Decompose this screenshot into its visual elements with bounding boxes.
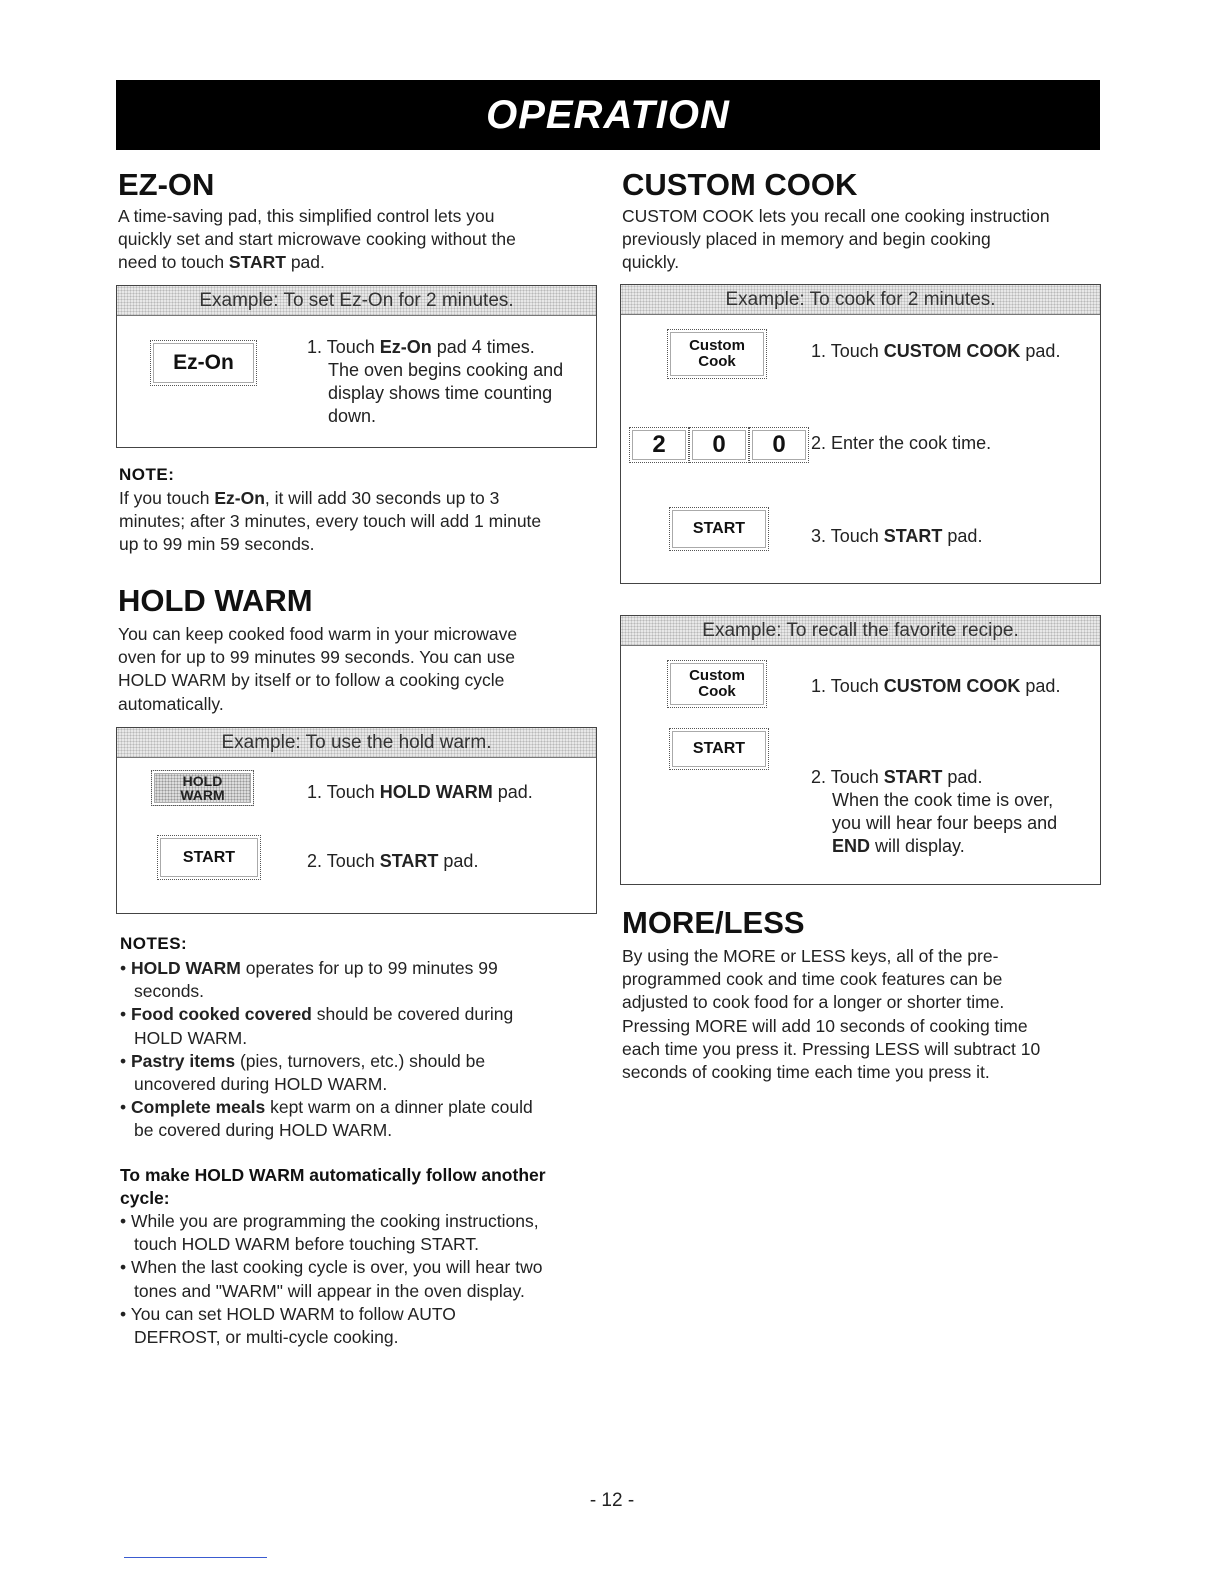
custom-cook-example-1-title: Example: To cook for 2 minutes. xyxy=(621,285,1100,315)
more-less-heading: MORE/LESS xyxy=(622,905,805,940)
list-item: • Complete meals kept warm on a dinner plate could be covered during HOLD WARM. xyxy=(120,1097,533,1141)
ez-on-example-title: Example: To set Ez-On for 2 minutes. xyxy=(117,286,596,316)
more-less-section: MORE/LESS By using the MORE or LESS keys, all of the pre- programmed cook and time cook features can be adjusted to cook food for a longer or shorter time. Pressing MORE will add 10 seconds of cooking time each time you press it. Pressing LESS will subtract 10 seconds of cooking time each time you press it. xyxy=(622,905,1102,1084)
hold-warm-example-title: Example: To use the hold warm. xyxy=(117,728,596,758)
digit-0-pad[interactable]: 0 xyxy=(749,427,809,463)
start-pad[interactable]: START xyxy=(669,728,769,770)
ez-on-heading: EZ-ON xyxy=(118,167,215,202)
ez-on-note-heading: NOTE: xyxy=(119,465,175,484)
hold-warm-heading: HOLD WARM xyxy=(118,583,313,618)
list-item: • You can set HOLD WARM to follow AUTO DEFROST, or multi-cycle cooking. xyxy=(120,1303,456,1348)
ez-on-step-1: 1. Touch Ez-On pad 4 times. The oven begins cooking and display shows time counting down. xyxy=(307,337,564,426)
custom-cook-ex2-step-1: 1. Touch CUSTOM COOK pad. xyxy=(811,676,1061,696)
hold-warm-section: HOLD WARM You can keep cooked food warm in your microwave oven for up to 99 minutes 99 seconds. You can use HOLD WARM by itself or to follow a cooking cycle automatically. xyxy=(118,583,598,716)
custom-cook-pad[interactable]: Custom Cook xyxy=(667,660,767,708)
custom-cook-heading: CUSTOM COOK xyxy=(622,167,858,202)
page-title: OPERATION xyxy=(116,80,1100,150)
ez-on-pad[interactable]: Ez-On xyxy=(150,340,257,386)
list-item: • Pastry items (pies, turnovers, etc.) should be uncovered during HOLD WARM. xyxy=(120,1050,486,1095)
page-number: - 12 - xyxy=(589,1490,635,1511)
ez-on-example-box xyxy=(116,285,597,448)
hold-warm-auto: To make HOLD WARM automatically follow another cycle: • While you are programming the cooking instructions, touch HOLD WARM before touching START. • When the last cooking cycle is over, you will hear two tones and "WARM" will appear in the oven display. • You can set HOLD WARM to follow AUTO DEFROST, or multi-cycle cooking. xyxy=(120,1164,610,1349)
ez-on-section xyxy=(118,167,598,275)
ez-on-intro-1: A time-saving pad, this simplified control lets you xyxy=(118,206,495,226)
hold-warm-notes-heading: NOTES: xyxy=(120,934,188,953)
ez-on-intro-3: need to touch START pad. xyxy=(118,252,325,273)
hold-warm-step-2: 2. Touch START pad. xyxy=(307,851,479,871)
list-item: • When the last cooking cycle is over, you will hear two tones and "WARM" will appear in the oven display. xyxy=(120,1257,543,1301)
list-item: • HOLD WARM operates for up to 99 minutes 99 seconds. xyxy=(120,958,498,1002)
custom-cook-section: CUSTOM COOK CUSTOM COOK lets you recall one cooking instruction previously placed in memory and begin cooking quickly. xyxy=(622,167,1102,275)
digit-0-pad[interactable]: 0 xyxy=(689,427,749,463)
hold-warm-example-box xyxy=(116,727,597,914)
list-item: • Food cooked covered should be covered during HOLD WARM. xyxy=(120,1004,514,1048)
hold-warm-pad[interactable]: HOLD WARM xyxy=(151,770,254,806)
hold-warm-notes xyxy=(120,934,600,1143)
custom-cook-pad[interactable]: Custom Cook xyxy=(667,329,767,379)
list-item: • While you are programming the cooking instructions, touch HOLD WARM before touching START. xyxy=(120,1211,539,1255)
footer-rule xyxy=(124,1557,267,1558)
ez-on-intro-2: quickly set and start microwave cooking without the xyxy=(118,229,516,250)
custom-cook-ex2-step-2: 2. Touch START pad. When the cook time is over, you will hear four beeps and END will display. xyxy=(811,767,1058,856)
start-pad[interactable]: START xyxy=(669,507,769,551)
custom-cook-example-1 xyxy=(620,284,1101,584)
custom-cook-ex1-step-2: 2. Enter the cook time. xyxy=(811,433,992,453)
start-pad[interactable]: START xyxy=(157,835,261,880)
digit-2-pad[interactable]: 2 xyxy=(629,427,689,463)
custom-cook-example-2-title: Example: To recall the favorite recipe. xyxy=(621,616,1100,646)
hold-warm-step-1: 1. Touch HOLD WARM pad. xyxy=(307,782,533,802)
custom-cook-ex1-step-1: 1. Touch CUSTOM COOK pad. xyxy=(811,341,1061,361)
custom-cook-ex1-step-3: 3. Touch START pad. xyxy=(811,526,983,546)
ez-on-note: NOTE: If you touch Ez-On, it will add 30 seconds up to 3 minutes; after 3 minutes, every touch will add 1 minute up to 99 min 59 seconds. xyxy=(119,465,599,557)
custom-cook-example-2 xyxy=(620,615,1101,885)
